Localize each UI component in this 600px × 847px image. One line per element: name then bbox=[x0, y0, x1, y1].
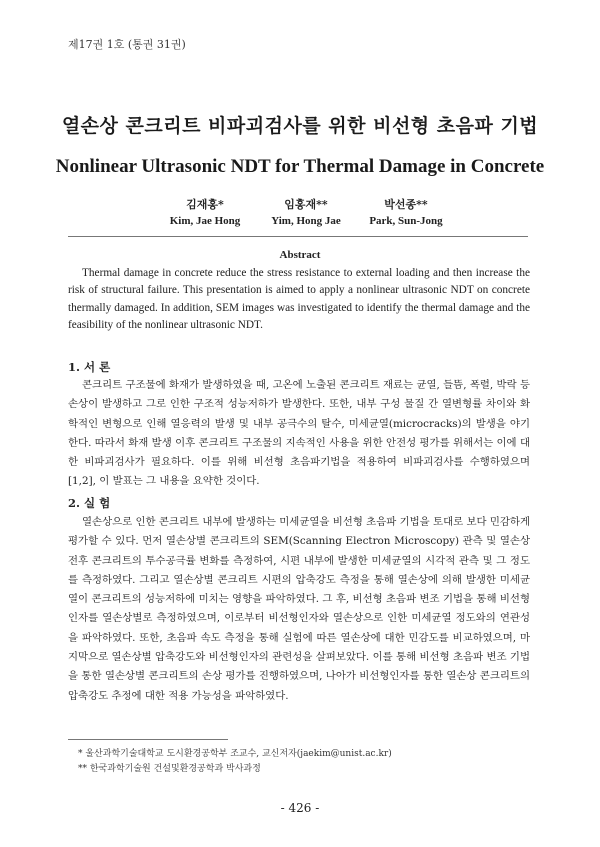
abstract-heading: Abstract bbox=[279, 249, 321, 261]
paper-title-korean: 열손상 콘크리트 비파괴검사를 위한 비선형 초음파 기법 bbox=[61, 115, 539, 137]
author-name-english: Kim, Jae Hong bbox=[169, 215, 241, 227]
author-3 bbox=[336, 196, 476, 230]
header-divider bbox=[68, 236, 528, 237]
author-name-korean: 임홍재** bbox=[284, 198, 328, 211]
author-name-english: Yim, Hong Jae bbox=[271, 215, 341, 227]
section-text-introduction: 콘크리트 구조물에 화재가 발생하였을 때, 고온에 노출된 콘크리트 재료는 균열, 들뜸, 폭렬, 박락 등 손상이 발생하고 그로 인한 구조적 성능저하가 발생한다. 또한, 내부 구성 물질 간 열변형률 차이와 화학적인 변형으로 인해 열응력의 발생 및 내부 공극수의 탈수, 미세균열(microcracks)의 발생을 야기한다. 따라서 화재 발생 이후 콘크리트 구조물의 지속적인 사용을 위한 안전성 평가를 위해서는 이에 대한 비파괴검사가 필요하다. 이를 위해 비선형 초음파기법을 적용하여 비파괴검사를 수행하였으며[1,2], 이 발표는 그 내용을 요약한 것이다. bbox=[68, 379, 530, 488]
footnote-1: * 울산과학기술대학교 도시환경공학부 조교수, 교신저자(jaekim@unist.ac.kr) bbox=[78, 749, 392, 759]
author-name-korean: 박선종** bbox=[384, 198, 428, 211]
section-text-experiment: 열손상으로 인한 콘크리트 내부에 발생하는 미세균열을 비선형 초음파 기법을 토대로 보다 민감하게 평가할 수 있다. 먼저 열손상별 콘크리트의 SEM(Scanning Electron Microscopy) 관측 및 열손상 전후 콘크리트의 투수공극률 변화를 측정하여, 시편 내부에 발생한 미세균열의 시각적 관측 및 그 정도를 측정하였다. 그리고 열손상별 콘크리트 시편의 압축강도 측정을 통해 열손상에 의해 발생한 미세균열이 콘크리트의 성능저하에 미치는 영향을 파악하였다. 그 후, 비선형 초음파 변조 기법을 통해 비선형인자를 열손상별로 측정하였으며, 이로부터 비선형인자와 열손상으로 인한 미세균열 정도와의 연관성을 파악하였다. 또한, 초음파 속도 측정을 통해 실험에 따른 열손상에 대한 민감도를 비교하였으며, 마지막으로 열손상별 압축강도와 비선형인자의 관련성을 살펴보았다. 이를 통해 비선형 초음파 변조 기법을 통한 열손상별 콘크리트의 손상 평가를 진행하였으며, 나아가 비선형인자를 통한 열손상 콘크리트의 압축강도 추정에 대한 적용 가능성을 파악하였다. bbox=[68, 516, 530, 702]
section-heading-introduction: 1. 서 론 bbox=[68, 360, 111, 374]
abstract-text: Thermal damage in concrete reduce the stress resistance to external loading and then increase the risk of structural failure. This presentation is aimed to apply a nonlinear ultrasonic NDT on concrete thermally damaged. In addition, SEM images was investigated to identify the thermal damage and the feasibility of the nonlinear ultrasonic NDT. bbox=[68, 267, 530, 332]
paper-title-english: Nonlinear Ultrasonic NDT for Thermal Damage in Concrete bbox=[55, 156, 545, 177]
author-name-english: Park, Sun-Jong bbox=[369, 215, 443, 227]
footnote-divider bbox=[68, 739, 228, 740]
footnote-2: ** 한국과학기술원 건설및환경공학과 박사과정 bbox=[78, 764, 261, 774]
journal-issue-header: 제17권 1호 (통권 31권) bbox=[68, 38, 186, 51]
section-heading-experiment: 2. 실 험 bbox=[68, 496, 111, 510]
page-number: - 426 - bbox=[280, 801, 320, 815]
author-name-korean: 김재홍* bbox=[186, 198, 224, 211]
